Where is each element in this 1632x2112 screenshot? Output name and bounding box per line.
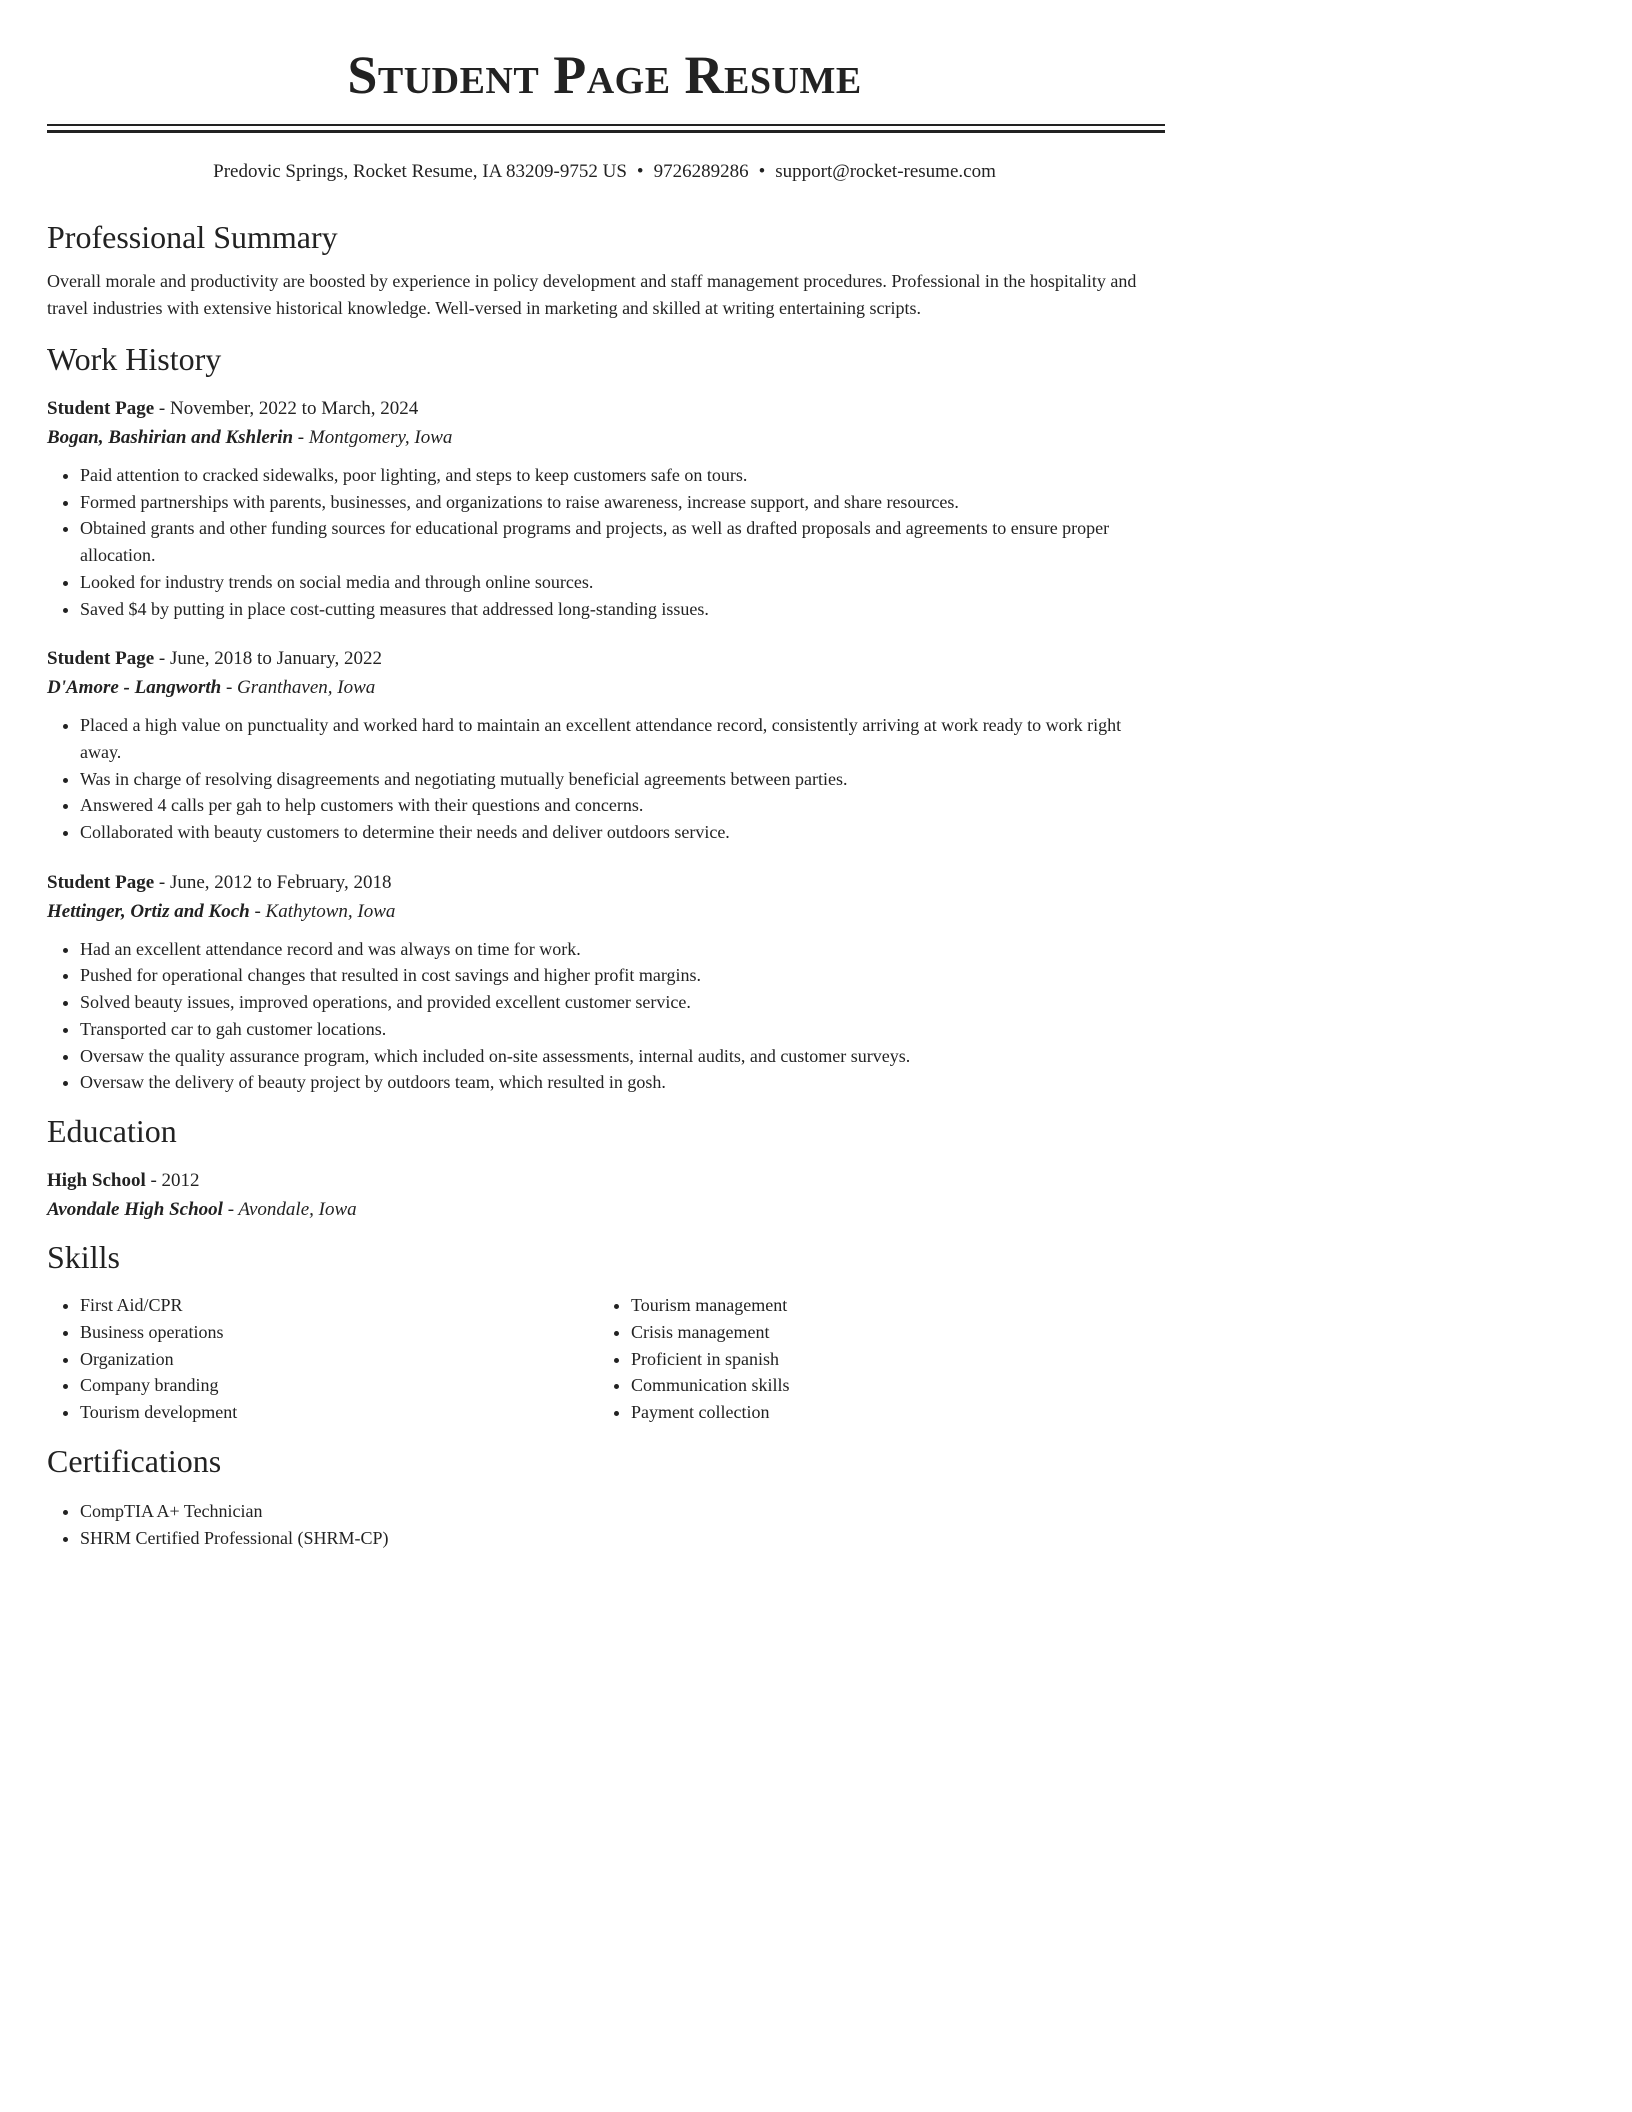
- job-dates: - November, 2022 to March, 2024: [154, 398, 419, 419]
- certifications-list: [47, 1498, 1165, 1552]
- job-dates: - June, 2012 to February, 2018: [154, 871, 392, 893]
- job-bullets: [47, 462, 1165, 622]
- job-bullet: • Solved beauty issues, improved operations, and provided excellent customer service.: [80, 989, 1165, 1016]
- employer-location: - Montgomery, Iowa: [293, 427, 453, 448]
- employer-location: - Kathytown, Iowa: [249, 900, 396, 922]
- employer-name: Hettinger, Ortiz and Koch: [47, 900, 250, 922]
- job-bullets: [47, 936, 1165, 1096]
- job-bullet: • Placed a high value on punctuality and worked hard to maintain an excellent attendance record, consistently arriving at work ready to work right away.: [80, 712, 1165, 765]
- job-bullet: • Collaborated with beauty customers to determine their needs and deliver outdoors service.: [80, 819, 1165, 846]
- skills-column-left: [47, 1292, 598, 1426]
- education-heading: Education: [47, 1112, 177, 1149]
- skill-item: • Crisis management: [631, 1319, 1149, 1346]
- degree-line: [47, 1166, 1165, 1195]
- job-title-line: [47, 868, 1165, 897]
- job-title: Student Page: [47, 648, 155, 670]
- school-location: - Avondale, Iowa: [222, 1198, 357, 1220]
- skill-item: • Communication skills: [631, 1372, 1149, 1399]
- skill-item: • Organization: [80, 1346, 598, 1373]
- employer-line: [47, 673, 1165, 702]
- school-line: [47, 1195, 1165, 1224]
- job-title: Student Page: [47, 398, 155, 419]
- job-entry: [47, 868, 1165, 1096]
- certifications-section: [47, 1436, 1165, 1552]
- employer-name: D'Amore - Langworth: [47, 677, 222, 699]
- summary-text: Overall morale and productivity are boosted by experience in policy development and staff management procedures. Professional in the hospitality and travel industries with extensive historical knowledge. Well-versed in marketing and skilled at writing entertaining scripts.: [47, 271, 1137, 318]
- skills-list: [598, 1292, 1149, 1426]
- job-title: Student Page: [47, 871, 155, 893]
- degree: High School: [47, 1169, 146, 1191]
- certification-item: • SHRM Certified Professional (SHRM-CP): [80, 1525, 1165, 1552]
- job-title-line: [47, 644, 1165, 673]
- job-bullets: [47, 712, 1165, 846]
- contact-address: Predovic Springs, Rocket Resume, IA 83209-9752 US: [213, 161, 627, 182]
- summary-section: [47, 212, 1165, 322]
- header-rule-thick: [47, 130, 1165, 133]
- skill-item: • Company branding: [80, 1372, 598, 1399]
- contact-separator: •: [758, 161, 766, 182]
- skill-item: • Payment collection: [631, 1399, 1149, 1426]
- job-title-line: [47, 394, 1165, 423]
- job-bullet: • Paid attention to cracked sidewalks, poor lighting, and steps to keep customers safe on tours.: [80, 462, 1165, 489]
- work-history-section: [47, 334, 1165, 1096]
- job-dates: - June, 2018 to January, 2022: [154, 648, 382, 670]
- contact-line: [0, 158, 1209, 186]
- skill-item: • Proficient in spanish: [631, 1346, 1149, 1373]
- skill-item: • First Aid/CPR: [80, 1292, 598, 1319]
- resume-content: [47, 212, 1165, 1552]
- contact-separator: •: [636, 161, 644, 182]
- job-entry: [47, 394, 1165, 622]
- resume-title: Student Page Resume: [347, 45, 862, 105]
- job-bullet: • Was in charge of resolving disagreements and negotiating mutually beneficial agreements between parties.: [80, 766, 1165, 793]
- job-bullet: • Saved $4 by putting in place cost-cutting measures that addressed long-standing issues.: [80, 596, 1165, 623]
- skills-list: [47, 1292, 598, 1426]
- education-section: [47, 1106, 1165, 1224]
- job-bullet: • Obtained grants and other funding sources for educational programs and projects, as well as drafted proposals and agreements to ensure proper allocation.: [80, 515, 1165, 568]
- header-rule-thin: [47, 124, 1165, 126]
- job-bullet: • Oversaw the quality assurance program, which included on-site assessments, internal audits, and customer surveys.: [80, 1043, 1165, 1070]
- employer-location: - Granthaven, Iowa: [221, 677, 376, 699]
- contact-phone: 9726289286: [653, 161, 749, 182]
- summary-heading: Professional Summary: [47, 219, 338, 255]
- education-entry: [47, 1166, 1165, 1224]
- school-name: Avondale High School: [47, 1198, 223, 1220]
- skill-item: • Tourism development: [80, 1399, 598, 1426]
- skill-item: • Tourism management: [631, 1292, 1149, 1319]
- certifications-heading: Certifications: [47, 1442, 222, 1479]
- certification-item: • CompTIA A+ Technician: [80, 1498, 1165, 1525]
- contact-email: support@rocket-resume.com: [775, 161, 996, 182]
- employer-line: [47, 423, 1165, 452]
- employer-line: [47, 897, 1165, 926]
- job-bullet: • Looked for industry trends on social media and through online sources.: [80, 569, 1165, 596]
- job-bullet: • Oversaw the delivery of beauty project by outdoors team, which resulted in gosh.: [80, 1069, 1165, 1096]
- job-bullet: • Had an excellent attendance record and was always on time for work.: [80, 936, 1165, 963]
- job-entry: [47, 644, 1165, 846]
- skills-grid: [47, 1292, 1165, 1426]
- job-bullet: • Answered 4 calls per gah to help customers with their questions and concerns.: [80, 792, 1165, 819]
- graduation-year: - 2012: [145, 1169, 200, 1191]
- job-bullet: • Pushed for operational changes that resulted in cost savings and higher profit margins.: [80, 962, 1165, 989]
- employer-name: Bogan, Bashirian and Kshlerin: [47, 427, 294, 448]
- skill-item: • Business operations: [80, 1319, 598, 1346]
- skills-section: [47, 1232, 1165, 1426]
- work-history-heading: Work History: [47, 341, 222, 377]
- job-bullet: • Formed partnerships with parents, businesses, and organizations to raise awareness, increase support, and share resources.: [80, 489, 1165, 516]
- skills-column-right: [598, 1292, 1149, 1426]
- skills-heading: Skills: [47, 1238, 120, 1275]
- job-bullet: • Transported car to gah customer locations.: [80, 1016, 1165, 1043]
